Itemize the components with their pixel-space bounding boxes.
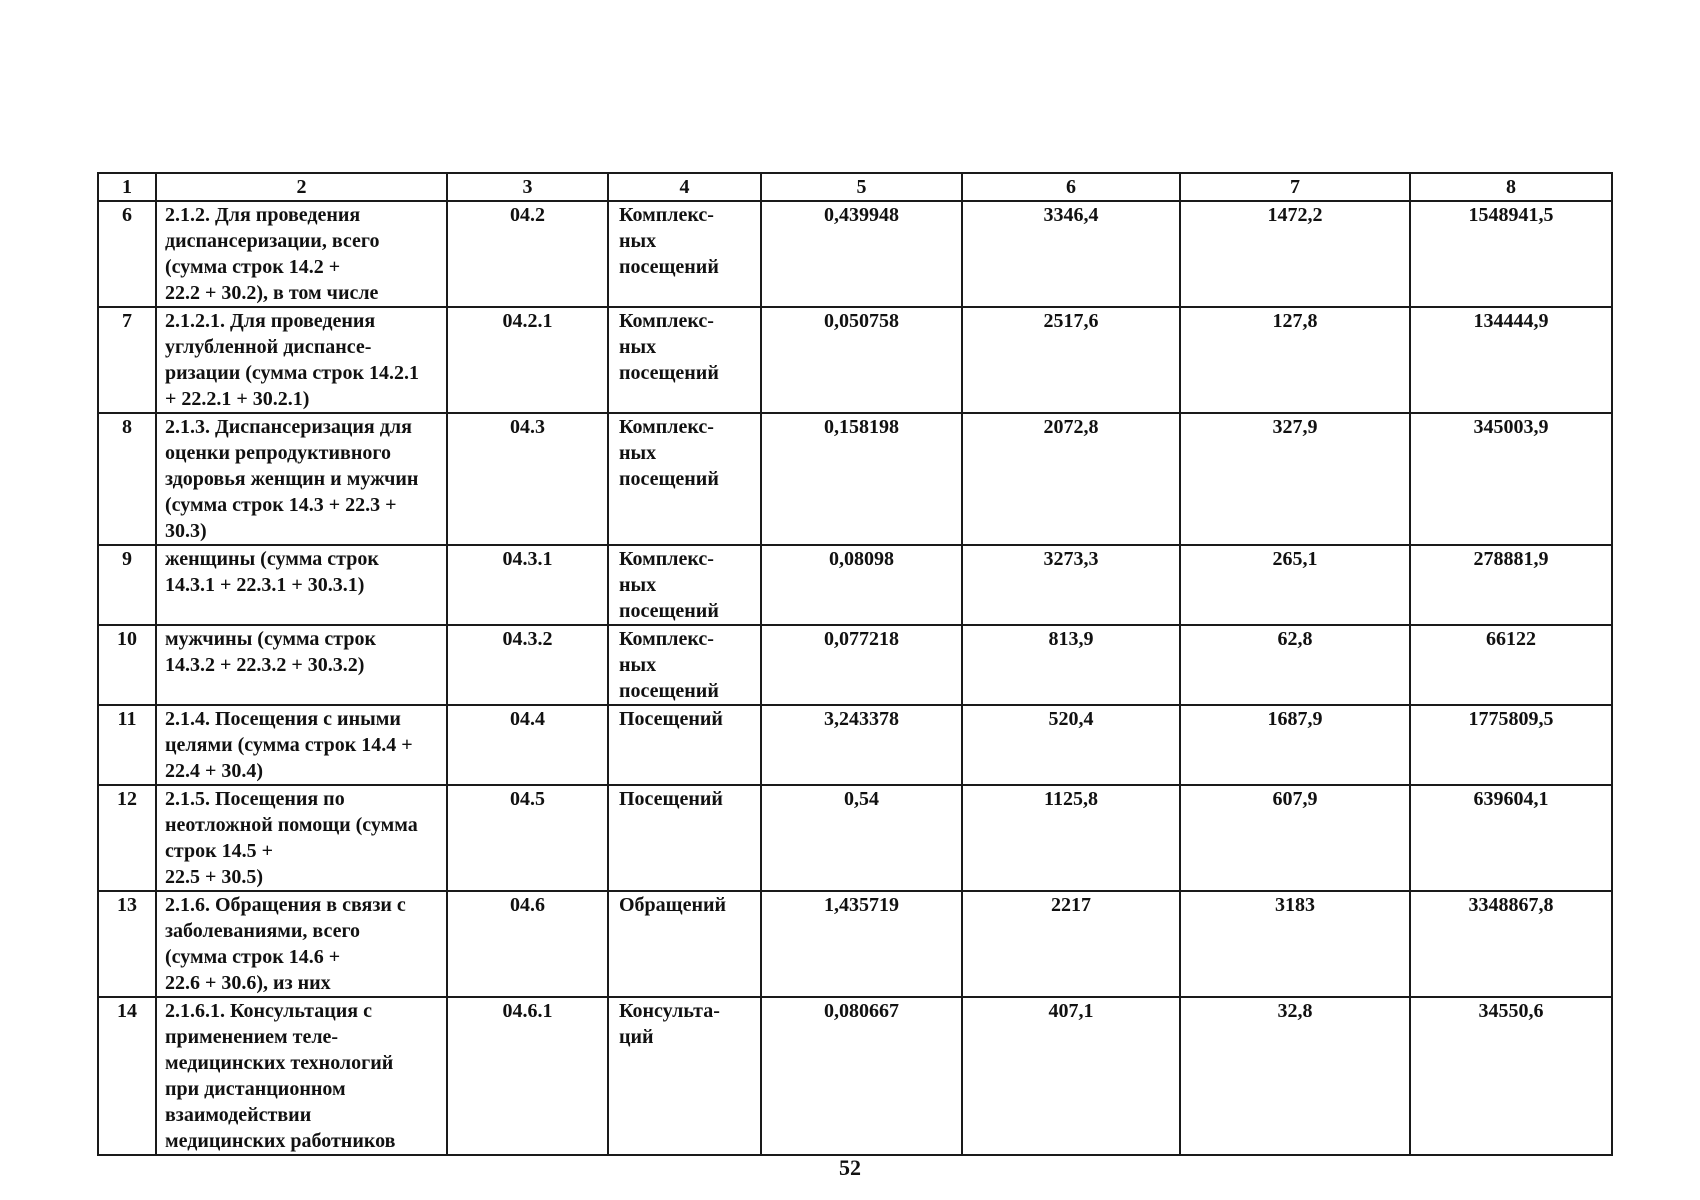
unit-cell-line: Консульта- bbox=[619, 1000, 720, 1022]
description-cell bbox=[156, 307, 447, 413]
value-cell-6: 813,9 bbox=[962, 625, 1180, 705]
data-table bbox=[97, 172, 1613, 1156]
description-cell-line: 14.3.2 + 22.3.2 + 30.3.2) bbox=[165, 654, 365, 676]
value-cell-7: 32,8 bbox=[1180, 997, 1410, 1155]
column-header-4: 4 bbox=[608, 173, 761, 201]
column-header-3: 3 bbox=[447, 173, 608, 201]
unit-cell-line: посещений bbox=[619, 680, 719, 702]
table-row bbox=[98, 705, 1612, 785]
value-cell-8: 278881,9 bbox=[1410, 545, 1612, 625]
value-cell-8: 639604,1 bbox=[1410, 785, 1612, 891]
unit-cell bbox=[608, 997, 761, 1155]
column-header-5: 5 bbox=[761, 173, 962, 201]
unit-cell-line: Обращений bbox=[619, 894, 727, 916]
value-cell-6: 2217 bbox=[962, 891, 1180, 997]
value-cell-5: 0,158198 bbox=[761, 413, 962, 545]
value-cell-5: 3,243378 bbox=[761, 705, 962, 785]
row-number-cell: 7 bbox=[98, 307, 156, 413]
value-cell-5: 0,080667 bbox=[761, 997, 962, 1155]
value-cell-7: 1687,9 bbox=[1180, 705, 1410, 785]
value-cell-6: 2072,8 bbox=[962, 413, 1180, 545]
description-cell-line: медицинских технологий bbox=[165, 1052, 394, 1074]
table-row bbox=[98, 625, 1612, 705]
unit-cell bbox=[608, 625, 761, 705]
unit-cell-line: Комплекс- bbox=[619, 628, 714, 650]
row-number-cell: 9 bbox=[98, 545, 156, 625]
description-cell-line: углубленной диспансе- bbox=[165, 336, 372, 358]
value-cell-7: 3183 bbox=[1180, 891, 1410, 997]
value-cell-6: 3273,3 bbox=[962, 545, 1180, 625]
value-cell-6: 2517,6 bbox=[962, 307, 1180, 413]
table-row bbox=[98, 891, 1612, 997]
code-cell: 04.3.2 bbox=[447, 625, 608, 705]
code-cell: 04.3 bbox=[447, 413, 608, 545]
description-cell-line: диспансеризации, всего bbox=[165, 230, 380, 252]
value-cell-6: 407,1 bbox=[962, 997, 1180, 1155]
column-header-7: 7 bbox=[1180, 173, 1410, 201]
table-row bbox=[98, 785, 1612, 891]
value-cell-6: 520,4 bbox=[962, 705, 1180, 785]
column-header-6: 6 bbox=[962, 173, 1180, 201]
description-cell-line: (сумма строк 14.6 + bbox=[165, 946, 341, 968]
description-cell bbox=[156, 413, 447, 545]
unit-cell-line: Комплекс- bbox=[619, 310, 714, 332]
value-cell-8: 345003,9 bbox=[1410, 413, 1612, 545]
unit-cell bbox=[608, 785, 761, 891]
description-cell bbox=[156, 705, 447, 785]
table-row bbox=[98, 307, 1612, 413]
description-cell-line: (сумма строк 14.3 + 22.3 + bbox=[165, 494, 397, 516]
description-cell-line: оценки репродуктивного bbox=[165, 442, 391, 464]
unit-cell-line: Комплекс- bbox=[619, 548, 714, 570]
description-cell bbox=[156, 545, 447, 625]
description-cell-line: 2.1.6.1. Консультация с bbox=[165, 1000, 372, 1022]
unit-cell bbox=[608, 307, 761, 413]
value-cell-7: 607,9 bbox=[1180, 785, 1410, 891]
description-cell-line: женщины (сумма строк bbox=[165, 548, 379, 570]
description-cell-line: мужчины (сумма строк bbox=[165, 628, 377, 650]
code-cell: 04.2.1 bbox=[447, 307, 608, 413]
description-cell-line: ризации (сумма строк 14.2.1 bbox=[165, 362, 419, 384]
description-cell-line: здоровья женщин и мужчин bbox=[165, 468, 419, 490]
value-cell-5: 0,439948 bbox=[761, 201, 962, 307]
description-cell-line: 2.1.5. Посещения по bbox=[165, 788, 345, 810]
table-header bbox=[98, 173, 1612, 201]
unit-cell-line: посещений bbox=[619, 468, 719, 490]
unit-cell-line: Посещений bbox=[619, 708, 723, 730]
unit-cell-line: ных bbox=[619, 654, 657, 676]
unit-cell bbox=[608, 705, 761, 785]
code-cell: 04.6 bbox=[447, 891, 608, 997]
description-cell-line: 2.1.2.1. Для проведения bbox=[165, 310, 376, 332]
value-cell-8: 134444,9 bbox=[1410, 307, 1612, 413]
description-cell-line: 30.3) bbox=[165, 520, 207, 542]
description-cell-line: 2.1.6. Обращения в связи с bbox=[165, 894, 406, 916]
unit-cell bbox=[608, 891, 761, 997]
description-cell-line: строк 14.5 + bbox=[165, 840, 273, 862]
table-row bbox=[98, 997, 1612, 1155]
table-row bbox=[98, 201, 1612, 307]
table-row bbox=[98, 545, 1612, 625]
value-cell-8: 34550,6 bbox=[1410, 997, 1612, 1155]
value-cell-5: 0,077218 bbox=[761, 625, 962, 705]
column-header-8: 8 bbox=[1410, 173, 1612, 201]
description-cell-line: целями (сумма строк 14.4 + bbox=[165, 734, 413, 756]
unit-cell-line: ных bbox=[619, 442, 657, 464]
unit-cell bbox=[608, 201, 761, 307]
value-cell-7: 127,8 bbox=[1180, 307, 1410, 413]
row-number-cell: 11 bbox=[98, 705, 156, 785]
value-cell-7: 1472,2 bbox=[1180, 201, 1410, 307]
column-header-1: 1 bbox=[98, 173, 156, 201]
unit-cell-line: ных bbox=[619, 336, 657, 358]
row-number-cell: 14 bbox=[98, 997, 156, 1155]
code-cell: 04.3.1 bbox=[447, 545, 608, 625]
row-number-cell: 8 bbox=[98, 413, 156, 545]
code-cell: 04.2 bbox=[447, 201, 608, 307]
unit-cell-line: Посещений bbox=[619, 788, 723, 810]
unit-cell-line: посещений bbox=[619, 256, 719, 278]
value-cell-7: 327,9 bbox=[1180, 413, 1410, 545]
description-cell-line: заболеваниями, всего bbox=[165, 920, 361, 942]
description-cell-line: медицинских работников bbox=[165, 1130, 396, 1152]
description-cell bbox=[156, 891, 447, 997]
unit-cell-line: ций bbox=[619, 1026, 654, 1048]
description-cell-line: 2.1.4. Посещения с иными bbox=[165, 708, 401, 730]
unit-cell-line: Комплекс- bbox=[619, 204, 714, 226]
row-number-cell: 10 bbox=[98, 625, 156, 705]
description-cell-line: взаимодействии bbox=[165, 1104, 312, 1126]
description-cell-line: 2.1.3. Диспансеризация для bbox=[165, 416, 412, 438]
description-cell-line: 22.5 + 30.5) bbox=[165, 866, 264, 888]
description-cell-line: при дистанционном bbox=[165, 1078, 346, 1100]
column-header-2: 2 bbox=[156, 173, 447, 201]
description-cell-line: применением теле- bbox=[165, 1026, 339, 1048]
row-number-cell: 13 bbox=[98, 891, 156, 997]
code-cell: 04.4 bbox=[447, 705, 608, 785]
description-cell-line: 22.6 + 30.6), из них bbox=[165, 972, 331, 994]
code-cell: 04.6.1 bbox=[447, 997, 608, 1155]
row-number-cell: 6 bbox=[98, 201, 156, 307]
value-cell-7: 265,1 bbox=[1180, 545, 1410, 625]
value-cell-7: 62,8 bbox=[1180, 625, 1410, 705]
description-cell-line: + 22.2.1 + 30.2.1) bbox=[165, 388, 310, 410]
value-cell-8: 3348867,8 bbox=[1410, 891, 1612, 997]
description-cell-line: 2.1.2. Для проведения bbox=[165, 204, 361, 226]
description-cell bbox=[156, 997, 447, 1155]
unit-cell-line: посещений bbox=[619, 362, 719, 384]
value-cell-5: 0,050758 bbox=[761, 307, 962, 413]
value-cell-5: 1,435719 bbox=[761, 891, 962, 997]
unit-cell-line: Комплекс- bbox=[619, 416, 714, 438]
description-cell-line: 22.2 + 30.2), в том числе bbox=[165, 282, 379, 304]
unit-cell bbox=[608, 545, 761, 625]
value-cell-8: 66122 bbox=[1410, 625, 1612, 705]
value-cell-8: 1775809,5 bbox=[1410, 705, 1612, 785]
description-cell-line: неотложной помощи (сумма bbox=[165, 814, 418, 836]
value-cell-8: 1548941,5 bbox=[1410, 201, 1612, 307]
unit-cell-line: ных bbox=[619, 230, 657, 252]
value-cell-6: 1125,8 bbox=[962, 785, 1180, 891]
value-cell-6: 3346,4 bbox=[962, 201, 1180, 307]
description-cell-line: 14.3.1 + 22.3.1 + 30.3.1) bbox=[165, 574, 365, 596]
description-cell bbox=[156, 625, 447, 705]
header-row bbox=[98, 173, 1612, 201]
description-cell-line: 22.4 + 30.4) bbox=[165, 760, 264, 782]
page-number: 52 bbox=[839, 1155, 861, 1180]
unit-cell bbox=[608, 413, 761, 545]
description-cell-line: (сумма строк 14.2 + bbox=[165, 256, 341, 278]
value-cell-5: 0,54 bbox=[761, 785, 962, 891]
unit-cell-line: посещений bbox=[619, 600, 719, 622]
table-row bbox=[98, 413, 1612, 545]
description-cell bbox=[156, 201, 447, 307]
description-cell bbox=[156, 785, 447, 891]
row-number-cell: 12 bbox=[98, 785, 156, 891]
unit-cell-line: ных bbox=[619, 574, 657, 596]
code-cell: 04.5 bbox=[447, 785, 608, 891]
value-cell-5: 0,08098 bbox=[761, 545, 962, 625]
table-body bbox=[98, 201, 1612, 1155]
